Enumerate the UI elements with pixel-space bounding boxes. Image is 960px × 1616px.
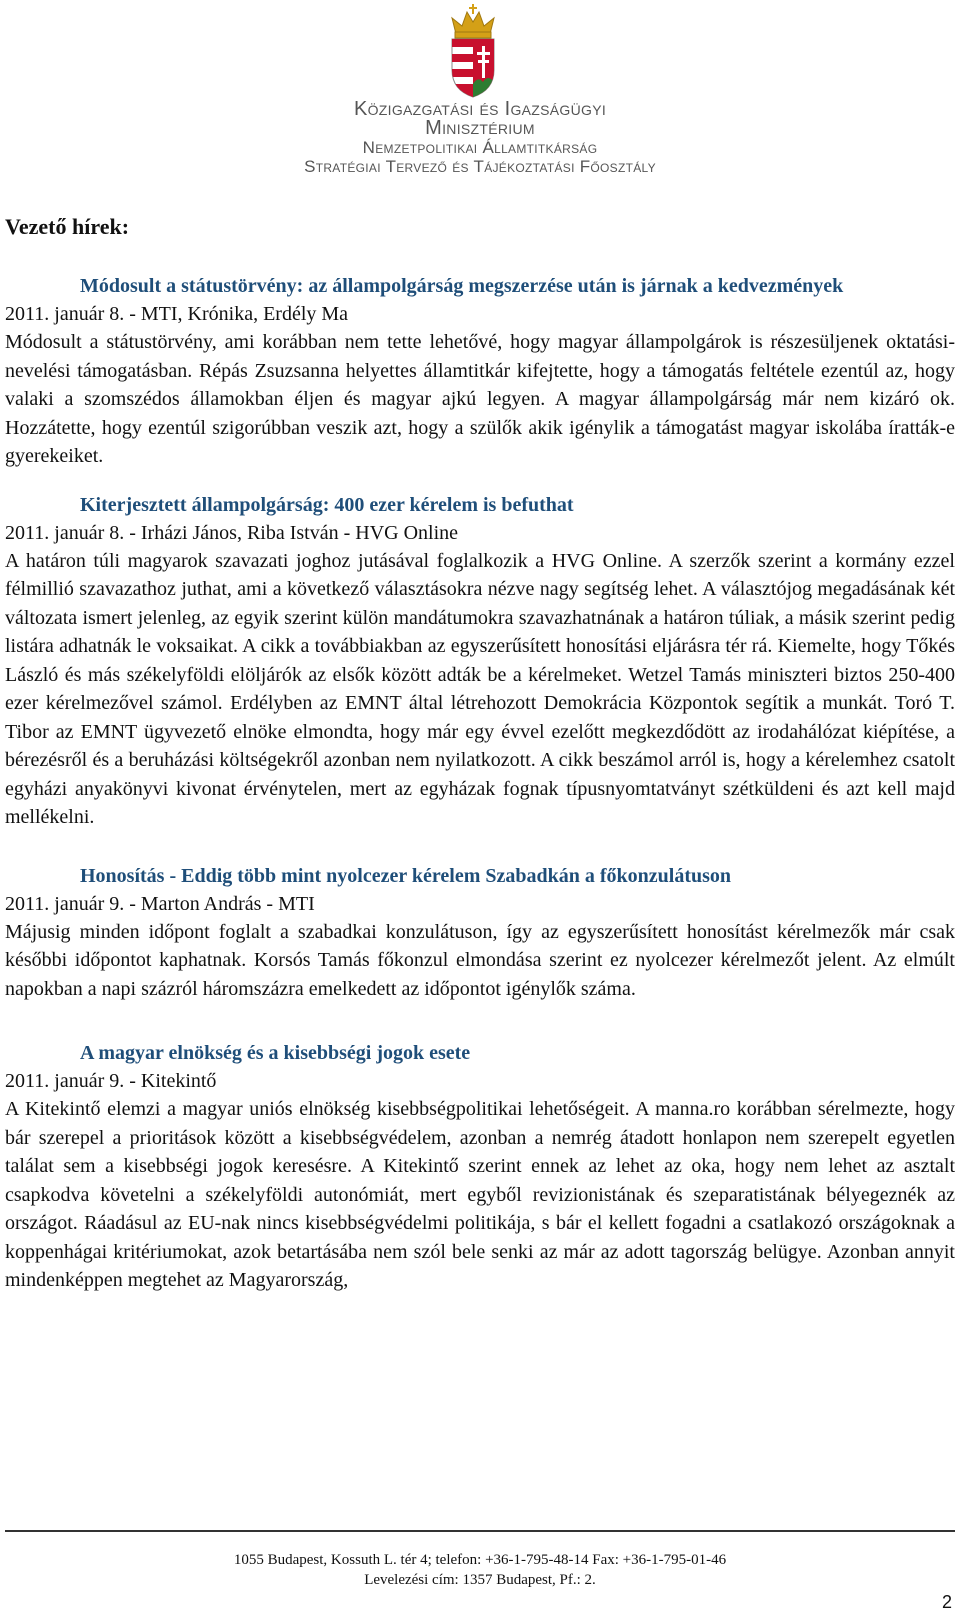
article-title: Honosítás - Eddig több mint nyolcezer kérelem Szabadkán a főkonzulátuson	[80, 864, 732, 887]
article-meta: 2011. január 8. - MTI, Krónika, Erdély Ma	[5, 303, 349, 325]
article-body: A határon túli magyarok szavazati joghoz jutásával foglalkozik a HVG Online. A szerzők szerint a kormány ezzel félmillió szavazathoz juthat, ami a következő választásokra nézve nagy segítség lehet. A választójog megadásának két változata ismert jelenleg, az egyik szerint külön mandátumokra szavazhatnának a határon túliak, a másik szerint pedig listára adhatnák le voksaikat. A cikk a továbbiakban az egyszerűsített honosítási eljárásra tér rá. Kiemelte, hogy Tőkés László és más székelyföldi elöljárók az elsők között adták be a kérelmeket. Wetzel Tamás miniszteri biztos 250-400 ezer kérelmezővel számol. Erdélyben az EMNT által létrehozott Demokrácia Központok segítik a munkát. Toró T. Tibor az EMNT ügyvezető elnöke elmondta, hogy már egy évvel ezelőtt megkezdődött az irodahálózat kiépítése, a bérezésről és a beruházási költségekről azonban nem nyilatkozott. A cikk beszámol arról is, hogy a kérelemhez csatolt egyházi anyakönyvi kivonat érvénytelen, mert az egyházak fognak típusnyomtatványt szétküldeni és azt kell majd mellékelni.	[5, 549, 955, 828]
footer	[0, 1550, 960, 1590]
article-meta: 2011. január 9. - Kitekintő	[5, 1070, 217, 1092]
ministry-line-3: Nemzetpolitikai Államtitkárság	[362, 138, 598, 157]
article-body: Módosult a státustörvény, ami korábban nem tette lehetővé, hogy magyar állampolgárok is részesüljenek oktatási-nevelési támogatásban. Répás Zsuzsanna helyettes államtitkár kifejtette, hogy a támogatás feltétele ezentúl az, hogy valaki a szomszédos államokban éljen és magyar ajkú legyen. A magyar állampolgárság már nem kizáró ok. Hozzátette, hogy ezentúl szigorúbban veszik azt, hogy a szülők akik igénylik a támogatást magyar iskolába íratták-e gyerekeiket.	[5, 331, 955, 467]
news-article	[5, 1039, 955, 1295]
footer-address: 1055 Budapest, Kossuth L. tér 4; telefon: +36-1-795-48-14 Fax: +36-1-795-01-46	[233, 1552, 727, 1568]
footer-mailing-address: Levelezési cím: 1357 Budapest, Pf.: 2.	[364, 1572, 596, 1588]
article-meta: 2011. január 8. - Irházi János, Riba István - HVG Online	[5, 521, 459, 544]
article-body: A Kitekintő elemzi a magyar uniós elnökség kisebbségpolitikai lehetőségeit. A manna.ro korábban sérelmezte, hogy bár szerepel a prioritások között a kisebbségvédelem, azonban a nemrég átadott honlapon nem szerepelt egyetlen találat sem a kisebbségi jogok keresésre. A Kitekintő szerint ennek az lehet az oka, hogy nem lehet az asztalt csapkodva követelni a székelyföldi autonómiát, mert egyből revizionistának és szeparatistának bélyegeznék az országot. Ráadásul az EU-nak nincs kisebbségvédelmi politikája, s bár el kellett fogadni a csatlakozó országoknak a koppenhágai kritériumokat, azok betartásába nem szól bele senki az már az adott tagország belügye. Azonban annyit mindenképpen megtehet az Magyarország,	[5, 1098, 955, 1291]
article-meta: 2011. január 9. - Marton András - MTI	[5, 892, 315, 915]
hungarian-coat-of-arms-icon	[446, 4, 500, 98]
news-article	[5, 272, 955, 471]
ministry-name	[230, 100, 730, 176]
article-title: Módosult a státustörvény: az állampolgárság megszerzése után is járnak a kedvezmények	[80, 275, 844, 297]
ministry-line-1: Közigazgatási és Igazságügyi	[353, 98, 607, 120]
news-article	[5, 491, 955, 832]
footer-divider	[5, 1530, 955, 1532]
article-title: Kiterjesztett állampolgárság: 400 ezer kérelem is befuthat	[80, 493, 574, 516]
article-title: A magyar elnökség és a kisebbségi jogok esete	[80, 1042, 471, 1064]
ministry-line-2: Minisztérium	[425, 117, 535, 139]
section-title: Vezető hírek:	[5, 214, 130, 239]
letterhead	[0, 0, 960, 200]
page-number: 2	[941, 1592, 952, 1612]
news-list	[5, 272, 955, 1295]
ministry-line-4: Stratégiai Tervező és Tájékoztatási Főosztály	[304, 157, 656, 176]
news-article	[5, 862, 955, 1004]
article-body: Májusig minden időpont foglalt a szabadkai konzulátuson, így az egyszerűsített honosítást kérelmezők már csak későbbi időpontot kaphatnak. Korsós Tamás főkonzul elmondása szerint ez nyolcezer kérelmezőt jelent. Az elmúlt napokban a napi százról háromszázra emelkedett az időpontot igénylők száma.	[5, 920, 955, 1000]
